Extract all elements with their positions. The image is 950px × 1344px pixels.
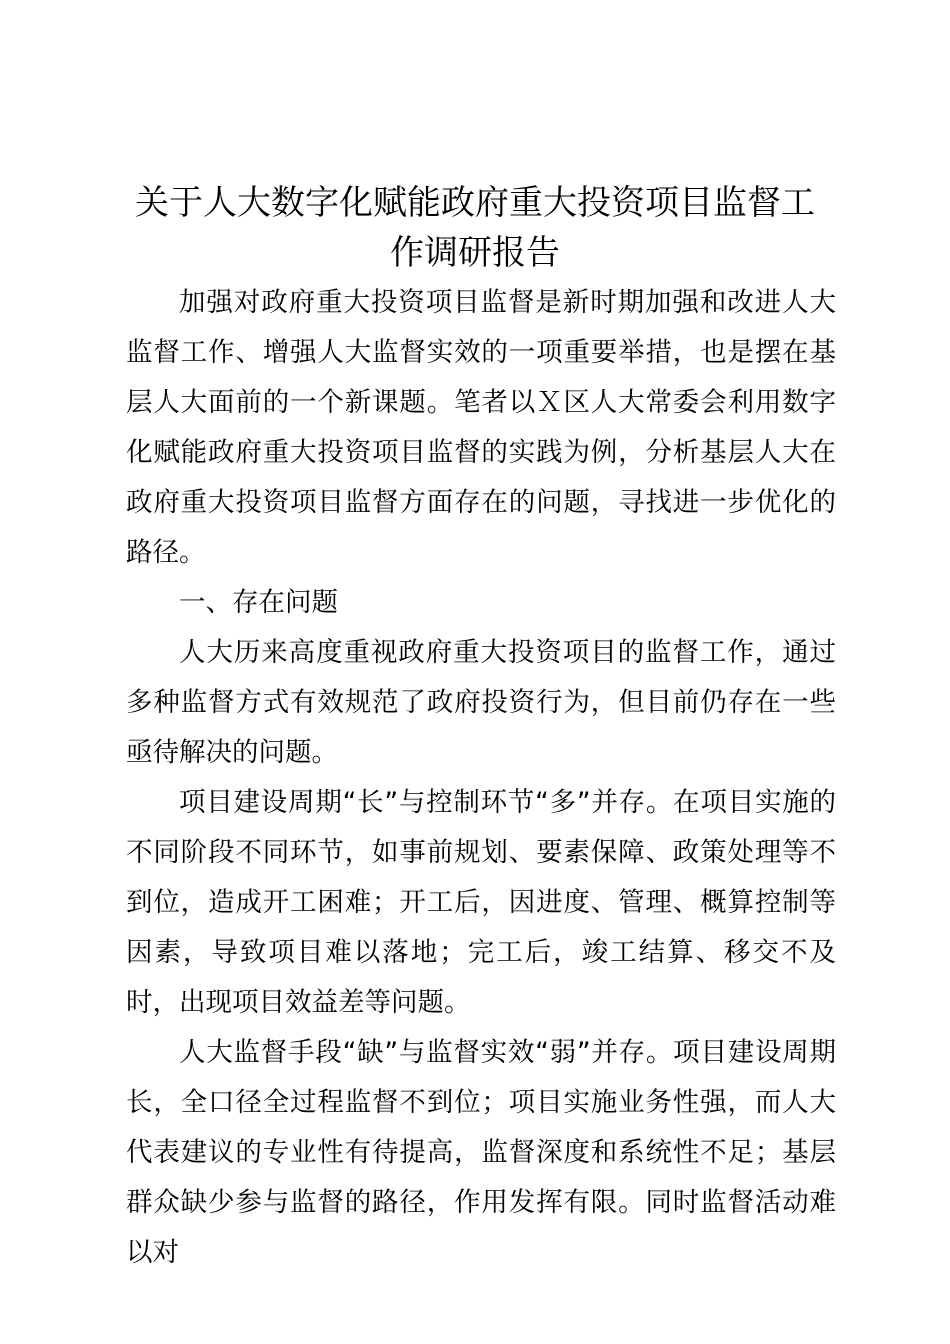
paragraph-supervision-means: 人大监督手段“缺”与监督实效“弱”并存。项目建设周期长，全口径全过程监督不到位；项目实施业务性强，而人大代表建议的专业性有待提高，监督深度和系统性不足；基层群众缺少参与监督的路径，作用发挥有限。同时监督活动难以对 xyxy=(126,1037,836,1268)
paragraph-intro: 加强对政府重大投资项目监督是新时期加强和改进人大监督工作、增强人大监督实效的一项重要举措，也是摆在基层人大面前的一个新课题。笔者以Ｘ区人大常委会利用数字化赋能政府重大投资项目监督的实践为例，分析基层人大在政府重大投资项目监督方面存在的问题，寻找进一步优化的路径。 xyxy=(126,287,836,568)
document-body xyxy=(126,278,836,1278)
paragraph-project-cycle: 项目建设周期“长”与控制环节“多”并存。在项目实施的不同阶段不同环节，如事前规划、要素保障、政策处理等不到位，造成开工困难；开工后，因进度、管理、概算控制等因素，导致项目难以落地；完工后，竣工结算、移交不及时，出现项目效益差等问题。 xyxy=(126,787,836,1018)
section-heading-problems: 一、存在问题 xyxy=(179,587,338,618)
paragraph-problems-overview: 人大历来高度重视政府重大投资项目的监督工作，通过多种监督方式有效规范了政府投资行为，但目前仍存在一些亟待解决的问题。 xyxy=(126,637,836,768)
document-title: 关于人大数字化赋能政府重大投资项目监督工作调研报告 xyxy=(135,183,815,273)
